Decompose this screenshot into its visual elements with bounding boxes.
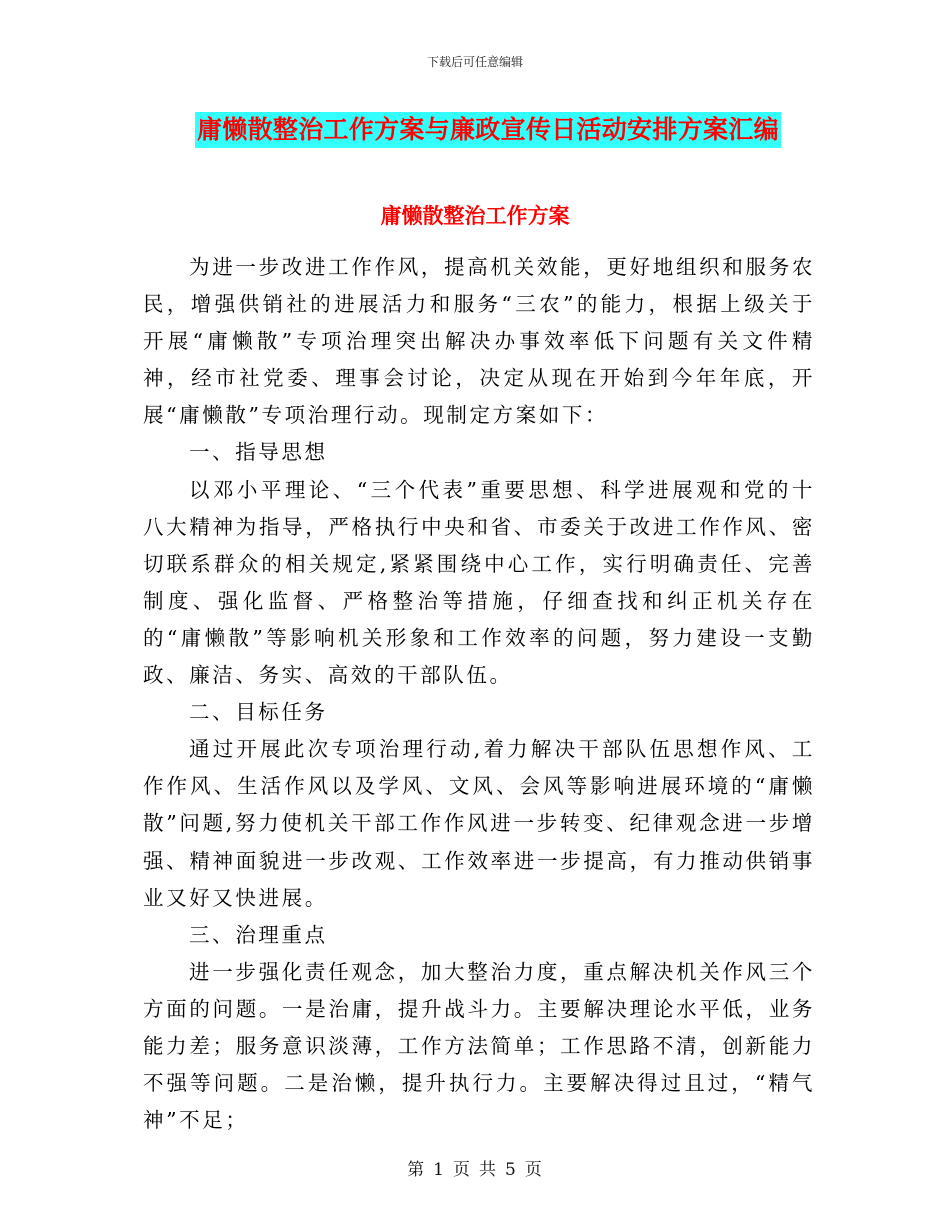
footer-suffix: 页 <box>524 1160 543 1180</box>
paragraph-intro: 为进一步改进工作作风，提高机关效能，更好地组织和服务农民，增强供销社的进展活力和服务“三农”的能力，根据上级关于开展“庸懒散”专项治理突出解决办事效率低下问题有关文件精神，经市社党委、理事会讨论，决定从现在开始到今年年底，开展“庸懒散”专项治理行动。现制定方案如下： <box>143 255 815 428</box>
paragraph-key-points: 进一步强化责任观念，加大整治力度，重点解决机关作风三个方面的问题。一是治庸，提升战斗力。主要解决理论水平低，业务能力差；服务意识淡薄，工作方法简单；工作思路不清，创新能力不强等问题。二是治懒，提升执行力。主要解决得过且过，“精气神”不足； <box>143 959 815 1133</box>
main-title-container <box>195 112 781 148</box>
document-body <box>143 249 815 1139</box>
main-title: 庸懒散整治工作方案与廉政宣传日活动安排方案汇编 <box>195 112 781 148</box>
page-footer <box>0 1155 950 1180</box>
footer-total-word: 共 <box>479 1160 497 1180</box>
heading-guiding-thought: 一、指导思想 <box>189 440 328 465</box>
paragraph-guiding-thought: 以邓小平理论、“三个代表”重要思想、科学进展观和党的十八大精神为指导，严格执行中央和省、市委关于改进工作作风、密切联系群众的相关规定,紧紧围绕中心工作，实行明确责任、完善制度、强化监督、严格整治等措施，仔细查找和纠正机关存在的“庸懒散”等影响机关形象和工作效率的问题，努力建设一支勤政、廉洁、务实、高效的干部队伍。 <box>143 477 815 688</box>
footer-total-pages: 5 <box>505 1160 517 1180</box>
footer-prefix: 第 <box>407 1160 426 1180</box>
footer-current-page: 1 <box>433 1160 445 1180</box>
paragraph-goals: 通过开展此次专项治理行动,着力解决干部队伍思想作风、工作作风、生活作风以及学风、文风、会风等影响进展环境的“庸懒散”问题,努力使机关干部工作作风进一步转变、纪律观念进一步增强、精神面貌进一步改观、工作效率进一步提高，有力推动供销事业又好又快进展。 <box>143 737 815 910</box>
heading-key-points: 三、治理重点 <box>189 922 328 947</box>
footer-page-word: 页 <box>453 1160 471 1180</box>
section-title: 庸懒散整治工作方案 <box>380 204 570 228</box>
heading-goals: 二、目标任务 <box>189 700 328 725</box>
header-note: 下载后可任意编辑 <box>426 55 523 69</box>
